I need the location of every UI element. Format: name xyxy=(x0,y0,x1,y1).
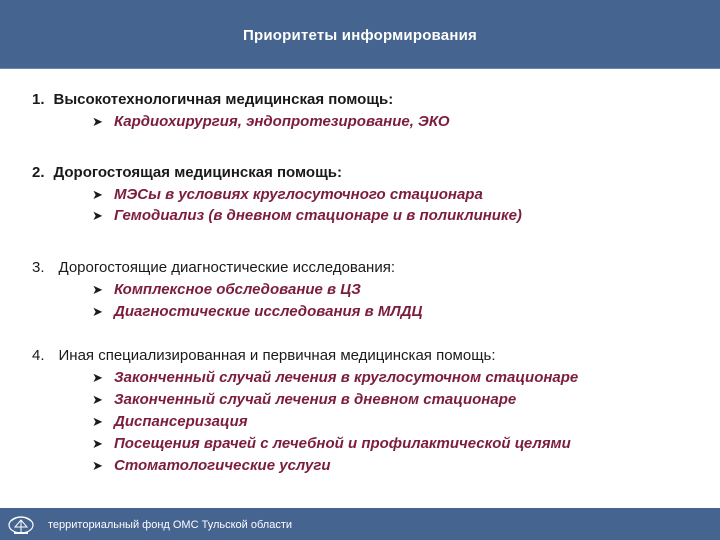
section-1-item-1 xyxy=(92,113,450,130)
section-3-title xyxy=(32,259,395,276)
section-4-item-3 xyxy=(92,413,248,430)
section-4-item-1 xyxy=(92,369,578,386)
section-3-item-2 xyxy=(92,303,422,320)
section-1-item-1-text: Кардиохирургия, эндопротезирование, ЭКО xyxy=(114,113,450,130)
section-2-item-2 xyxy=(92,207,522,224)
section-4-item-3-text: Диспансеризация xyxy=(114,413,248,430)
section-4-item-1-text: Законченный случай лечения в круглосуточном стационаре xyxy=(114,369,579,386)
section-4-item-2 xyxy=(92,391,516,408)
arrow-bullet-icon: ➤ xyxy=(92,187,103,202)
tfoms-logo-icon xyxy=(6,511,36,537)
section-4-number: 4. xyxy=(32,347,45,364)
section-3-number: 3. xyxy=(32,259,45,276)
arrow-bullet-icon: ➤ xyxy=(92,304,103,319)
section-4-item-5-text: Стоматологические услуги xyxy=(114,457,331,474)
arrow-bullet-icon: ➤ xyxy=(92,208,103,223)
footer-text: территориальный фонд ОМС Тульской области xyxy=(48,519,292,531)
arrow-bullet-icon: ➤ xyxy=(92,282,103,297)
section-4-item-2-text: Законченный случай лечения в дневном стационаре xyxy=(114,391,517,408)
section-3-item-2-text: Диагностические исследования в МЛДЦ xyxy=(114,303,423,320)
arrow-bullet-icon: ➤ xyxy=(92,114,103,129)
section-1-title xyxy=(32,91,393,108)
section-2-number: 2. xyxy=(32,164,45,181)
footer-bar xyxy=(0,508,720,540)
arrow-bullet-icon: ➤ xyxy=(92,414,103,429)
section-2-text: Дорогостоящая медицинская помощь: xyxy=(53,164,342,181)
section-2-title xyxy=(32,164,342,181)
section-1-text: Высокотехнологичная медицинская помощь: xyxy=(53,91,394,108)
section-2-item-1-text: МЭСы в условиях круглосуточного стационара xyxy=(114,186,483,203)
section-4-item-4-text: Посещения врачей с лечебной и профилактической целями xyxy=(114,435,571,452)
section-4-item-5 xyxy=(92,457,331,474)
arrow-bullet-icon: ➤ xyxy=(92,370,103,385)
arrow-bullet-icon: ➤ xyxy=(92,436,103,451)
section-4-title xyxy=(32,347,496,364)
header-bar xyxy=(0,0,720,69)
section-3-item-1-text: Комплексное обследование в ЦЗ xyxy=(114,281,361,298)
section-2-item-2-text: Гемодиализ (в дневном стационаре и в поликлинике) xyxy=(114,207,522,224)
arrow-bullet-icon: ➤ xyxy=(92,392,103,407)
section-3-text: Дорогостоящие диагностические исследования: xyxy=(58,259,396,276)
section-2-item-1 xyxy=(92,186,483,203)
section-4-text: Иная специализированная и первичная медицинская помощь: xyxy=(58,347,496,364)
section-1-number: 1. xyxy=(32,91,45,108)
section-3-item-1 xyxy=(92,281,361,298)
section-4-item-4 xyxy=(92,435,571,452)
page-title: Приоритеты информирования xyxy=(243,27,477,44)
arrow-bullet-icon: ➤ xyxy=(92,458,103,473)
